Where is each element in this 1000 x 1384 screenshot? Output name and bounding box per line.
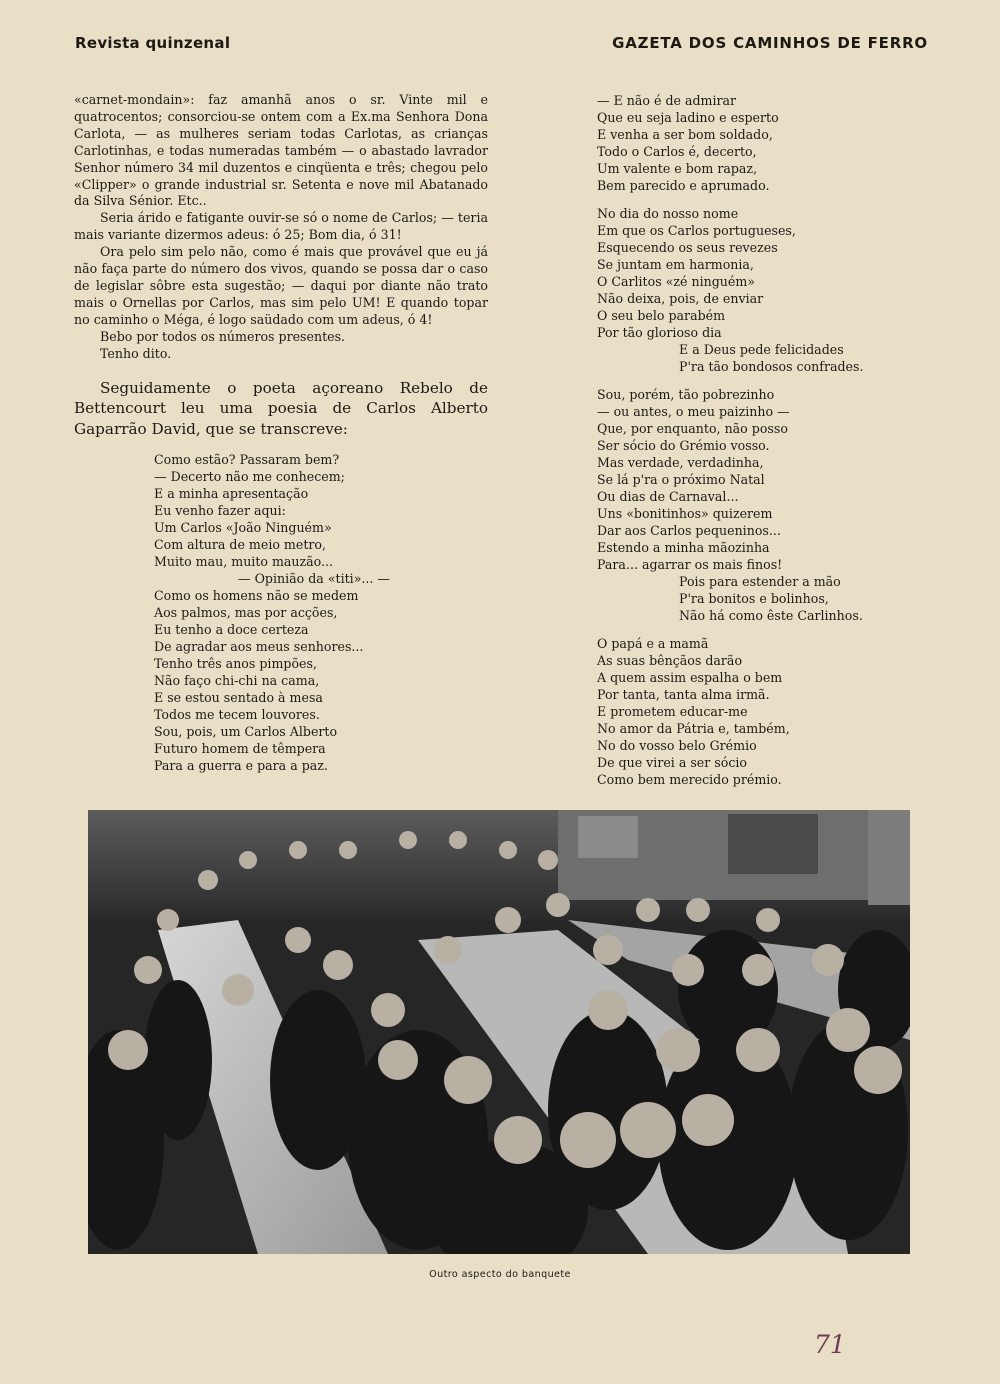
poem-verse: — ou antes, o meu paizinho — xyxy=(597,404,790,419)
poem-verse: Com altura de meio metro, xyxy=(154,537,326,553)
poem-verse: — Decerto não me conhecem; xyxy=(154,469,345,485)
paragraph: Seria árido e fatigante ouvir-se só o nome de Carlos; — teria mais variante dizermos adeus: ó 25; Bom dia, ó 31! xyxy=(74,210,488,243)
poem-verse: O Carlitos «zé ninguém» xyxy=(597,274,755,289)
paragraph: Tenho dito. xyxy=(100,345,172,361)
paragraph: «carnet-mondain»: faz amanhã anos o sr. Vinte mil e quatrocentos; consorciou-se ontem com a Ex.ma Senhora Dona Carlota, — as mulheres seriam todas Carlotas, as crianças Carlotinhas, e todas numeradas também — o abastado lavrador Senhor número 34 mil duzentos e cinqüenta e três; chegou pelo «Clipper» o grande industrial sr. Setenta e nove mil Abatanado da Silva Sénior. Etc.. xyxy=(74,92,488,209)
poem-verse: E a Deus pede felicidades xyxy=(679,342,844,357)
poem-verse: Futuro homem de têmpera xyxy=(154,741,326,757)
poem-verse: E venha a ser bom soldado, xyxy=(597,127,773,142)
poem-verse: E a minha apresentação xyxy=(154,486,309,502)
poem-verse: Uns «bonitinhos» quizerem xyxy=(597,506,773,521)
poem-verse: Aos palmos, mas por acções, xyxy=(154,605,338,621)
photo-caption: Outro aspecto do banquete xyxy=(429,1269,571,1280)
poem-verse: Todo o Carlos é, decerto, xyxy=(597,144,757,159)
poem-verse: No dia do nosso nome xyxy=(597,206,739,221)
poem-verse: Como os homens não se medem xyxy=(154,588,359,604)
poem-verse: Que, por enquanto, não posso xyxy=(597,421,788,436)
left-column xyxy=(74,92,488,774)
poem-verse: Não há como êste Carlinhos. xyxy=(679,608,863,623)
poem-stanza xyxy=(597,205,897,375)
poem-verse: Eu venho fazer aqui: xyxy=(154,503,286,519)
poem-verse: Como estão? Passaram bem? xyxy=(154,452,340,468)
poem-stanza xyxy=(597,635,897,788)
banquet-photo-image xyxy=(88,810,910,1254)
poem-verse: Se juntam em harmonia, xyxy=(597,257,754,272)
poem-part-1 xyxy=(154,451,488,774)
poem-verse: Ser sócio do Grémio vosso. xyxy=(597,438,770,453)
poem-stanza xyxy=(597,92,897,194)
poem-verse: Que eu seja ladino e esperto xyxy=(597,110,779,125)
poem-verse: No amor da Pátria e, também, xyxy=(597,721,790,736)
poem-verse: Bem parecido e aprumado. xyxy=(597,178,770,193)
page-number: 71 xyxy=(814,1330,846,1359)
poem-verse: Em que os Carlos portugueses, xyxy=(597,223,796,238)
banquet-photo xyxy=(88,810,910,1254)
poem-verse: Mas verdade, verdadinha, xyxy=(597,455,764,470)
poem-verse: A quem assim espalha o bem xyxy=(597,670,783,685)
poem-verse: Para... agarrar os mais finos! xyxy=(597,557,783,572)
poem-introduction: Seguidamente o poeta açoreano Rebelo de Bettencourt leu uma poesia de Carlos Alberto Gaparrão David, que se transcreve: xyxy=(74,378,488,438)
poem-verse: Um Carlos «João Ninguém» xyxy=(154,520,332,536)
poem-verse: Por tão glorioso dia xyxy=(597,325,722,340)
right-column xyxy=(597,92,897,799)
poem-verse: Esquecendo os seus revezes xyxy=(597,240,778,255)
poem-verse: O papá e a mamã xyxy=(597,636,709,651)
poem-verse: Eu tenho a doce certeza xyxy=(154,622,309,638)
poem-verse: Ou dias de Carnaval... xyxy=(597,489,739,504)
poem-verse: Estendo a minha mãozinha xyxy=(597,540,770,555)
paragraph: Bebo por todos os números presentes. xyxy=(100,328,346,344)
poem-verse: De que virei a ser sócio xyxy=(597,755,747,770)
poem-verse: Tenho três anos pimpões, xyxy=(154,656,317,672)
poem-verse: — E não é de admirar xyxy=(597,93,737,108)
poem-verse: Dar aos Carlos pequeninos... xyxy=(597,523,781,538)
poem-verse: Não deixa, pois, de enviar xyxy=(597,291,764,306)
paragraph: Ora pelo sim pelo não, como é mais que provável que eu já não faça parte do número dos vivos, quando se possa dar o caso de legislar sôbre esta sugestão; — daqui por diante não trato mais o Ornellas por Carlos, mas sim pelo UM! E quando topar no caminho o Méga, é logo saüdado com um adeus, ó 4! xyxy=(74,244,488,327)
poem-verse: Muito mau, muito mauzão... xyxy=(154,554,334,570)
poem-verse: Pois para estender a mão xyxy=(679,574,841,589)
poem-verse: No do vosso belo Grémio xyxy=(597,738,757,753)
poem-verse: Para a guerra e para a paz. xyxy=(154,758,328,774)
poem-verse: O seu belo parabém xyxy=(597,308,726,323)
poem-verse: Como bem merecido prémio. xyxy=(597,772,782,787)
poem-verse: Por tanta, tanta alma irmã. xyxy=(597,687,770,702)
poem-verse: Se lá p'ra o próximo Natal xyxy=(597,472,765,487)
poem-verse: — Opinião da «titi»... — xyxy=(238,571,391,587)
poem-verse: P'ra bonitos e bolinhos, xyxy=(679,591,829,606)
poem-verse: Sou, porém, tão pobrezinho xyxy=(597,387,775,402)
poem-verse: Todos me tecem louvores. xyxy=(154,707,320,723)
poem-verse: Um valente e bom rapaz, xyxy=(597,161,758,176)
poem-verse: Sou, pois, um Carlos Alberto xyxy=(154,724,338,740)
poem-verse: As suas bênçãos darão xyxy=(597,653,743,668)
poem-verse: P'ra tão bondosos confrades. xyxy=(679,359,864,374)
poem-verse: Não faço chi-chi na cama, xyxy=(154,673,320,689)
speech-text xyxy=(74,92,488,363)
poem-verse: E se estou sentado à mesa xyxy=(154,690,323,706)
poem-verse: De agradar aos meus senhores... xyxy=(154,639,364,655)
running-header-left: Revista quinzenal xyxy=(75,34,231,52)
poem-verse: E prometem educar-me xyxy=(597,704,748,719)
running-header-right: GAZETA DOS CAMINHOS DE FERRO xyxy=(612,34,928,52)
poem-stanza xyxy=(597,386,897,624)
